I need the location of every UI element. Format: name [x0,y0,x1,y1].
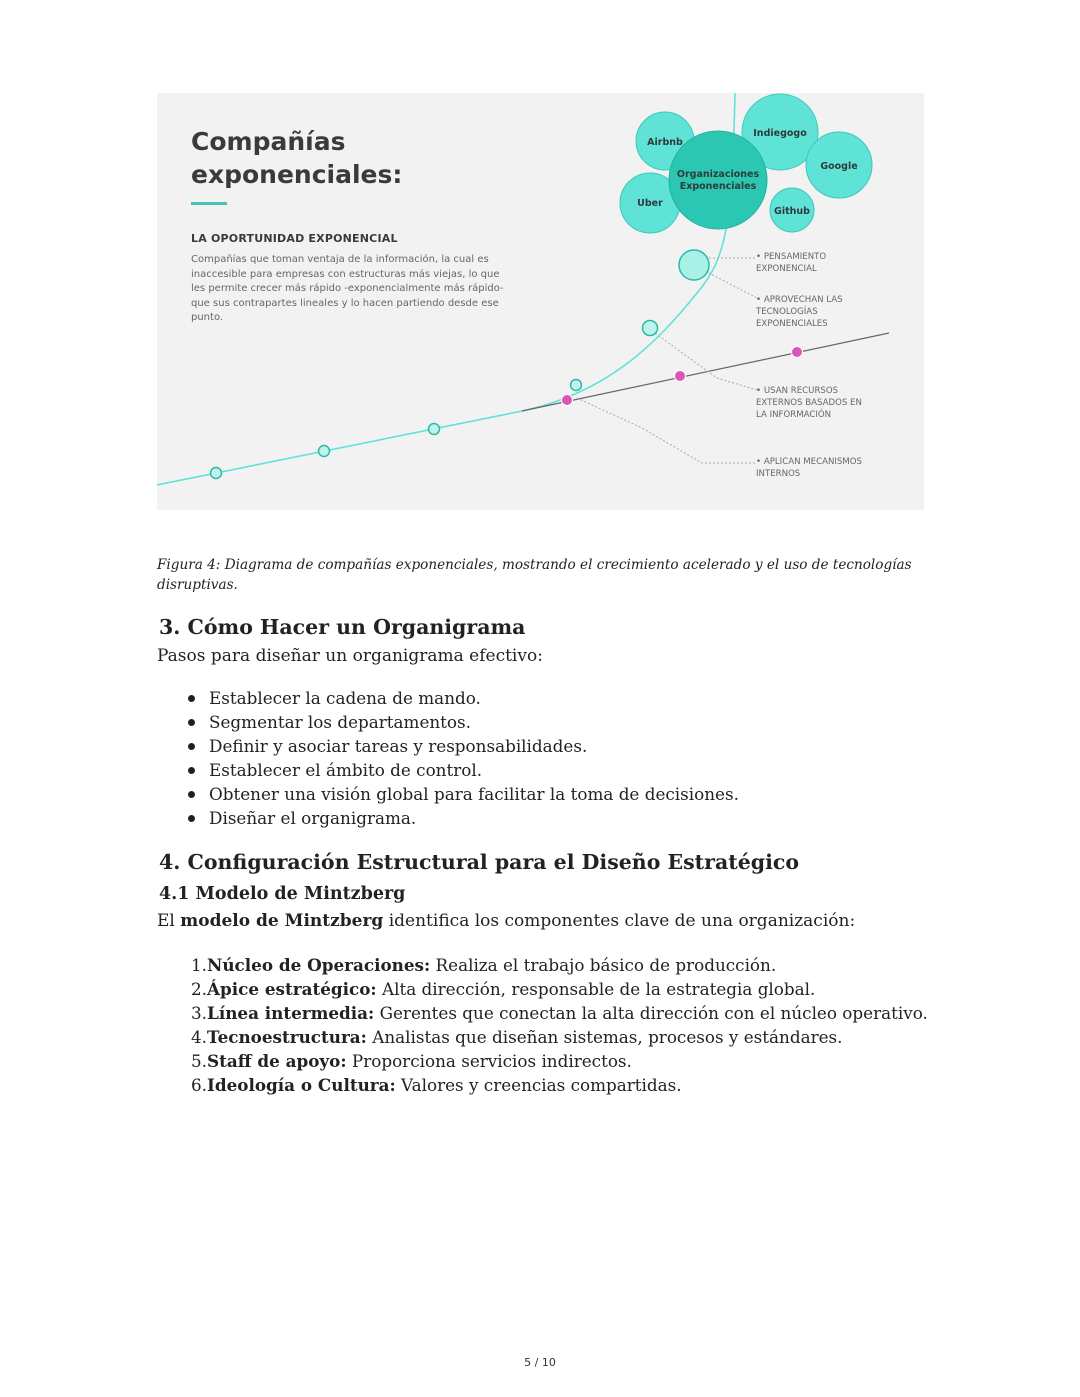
section-3-intro: Pasos para diseñar un organigrama efectivo: [157,646,543,666]
figure-subtitle: LA OPORTUNIDAD EXPONENCIAL [191,232,398,245]
list-item: 6.Ideología o Cultura: Valores y creencias compartidas. [191,1075,682,1095]
connector-4 [577,398,757,463]
list-item: Obtener una visión global para facilitar la toma de decisiones. [186,782,739,806]
indiegogo-label: Indiegogo [753,128,807,139]
curve-dot [429,424,440,435]
list-item: 5.Staff de apoyo: Proporciona servicios indirectos. [191,1051,632,1071]
list-item: 1.Núcleo de Operaciones: Realiza el trabajo básico de producción. [191,955,777,975]
title-accent-bar [191,202,227,205]
note-2: • APROVECHAN LAS TECNOLOGÍAS EXPONENCIALES [756,295,843,329]
list-item: 2.Ápice estratégico: Alta dirección, responsable de la estrategia global. [191,979,816,999]
uber-label: Uber [637,198,663,209]
section-4-1-heading: 4.1 Modelo de Mintzberg [159,884,406,904]
center-label-line1: Organizaciones [676,169,760,180]
list-item: 3.Línea intermedia: Gerentes que conectan la alta dirección con el núcleo operativo. [191,1003,928,1023]
linear-dot [792,347,803,358]
list-item: Diseñar el organigrama. [186,806,739,830]
figure-caption: Figura 4: Diagrama de compañías exponenciales, mostrando el crecimiento acelerado y el uso de tecnologías disruptivas. [157,557,912,593]
note-4: • APLICAN MECANISMOS INTERNOS [756,457,863,479]
google-label: Google [820,161,858,172]
linear-dot [562,395,573,406]
list-item: Definir y asociar tareas y responsabilidades. [186,734,739,758]
list-item: Establecer la cadena de mando. [186,686,739,710]
curve-dot [571,380,582,391]
section-3-heading: 3. Cómo Hacer un Organigrama [159,615,526,639]
exponential-companies-figure [157,93,924,510]
connector-3 [652,331,757,390]
curve-dot-large [679,250,709,280]
section-4-heading: 4. Configuración Estructural para el Diseño Estratégico [159,850,800,874]
section-4-intro: El modelo de Mintzberg identifica los componentes clave de una organización: [157,911,856,931]
curve-dot [643,321,658,336]
figure-title: Compañías exponenciales: [191,127,403,189]
curve-dot [211,468,222,479]
list-item: 4.Tecnoestructura: Analistas que diseñan sistemas, procesos y estándares. [191,1027,843,1047]
linear-dot [675,371,686,382]
organigram-steps-list [186,686,739,830]
note-3: • USAN RECURSOS EXTERNOS BASADOS EN LA INFORMACIÓN [756,386,862,420]
list-item: Segmentar los departamentos. [186,710,739,734]
note-1: • PENSAMIENTO EXPONENCIAL [756,252,827,274]
page-number: 5 / 10 [524,1356,556,1369]
airbnb-label: Airbnb [647,137,683,148]
mintzberg-components-list [191,953,928,1097]
github-label: Github [774,206,810,217]
curve-dot [319,446,330,457]
center-label-line2: Exponenciales [679,181,757,192]
figure-body-text: Compañías que toman ventaja de la información, la cual es inaccesible para empresas con estructuras más viejas, lo que les permite crecer más rápido -exponencialmente más rápido- que sus contrapartes lineales y lo hacen partiendo desde ese punto. [191,254,504,324]
connector-2 [705,271,757,298]
list-item: Establecer el ámbito de control. [186,758,739,782]
center-bubble [669,131,767,229]
